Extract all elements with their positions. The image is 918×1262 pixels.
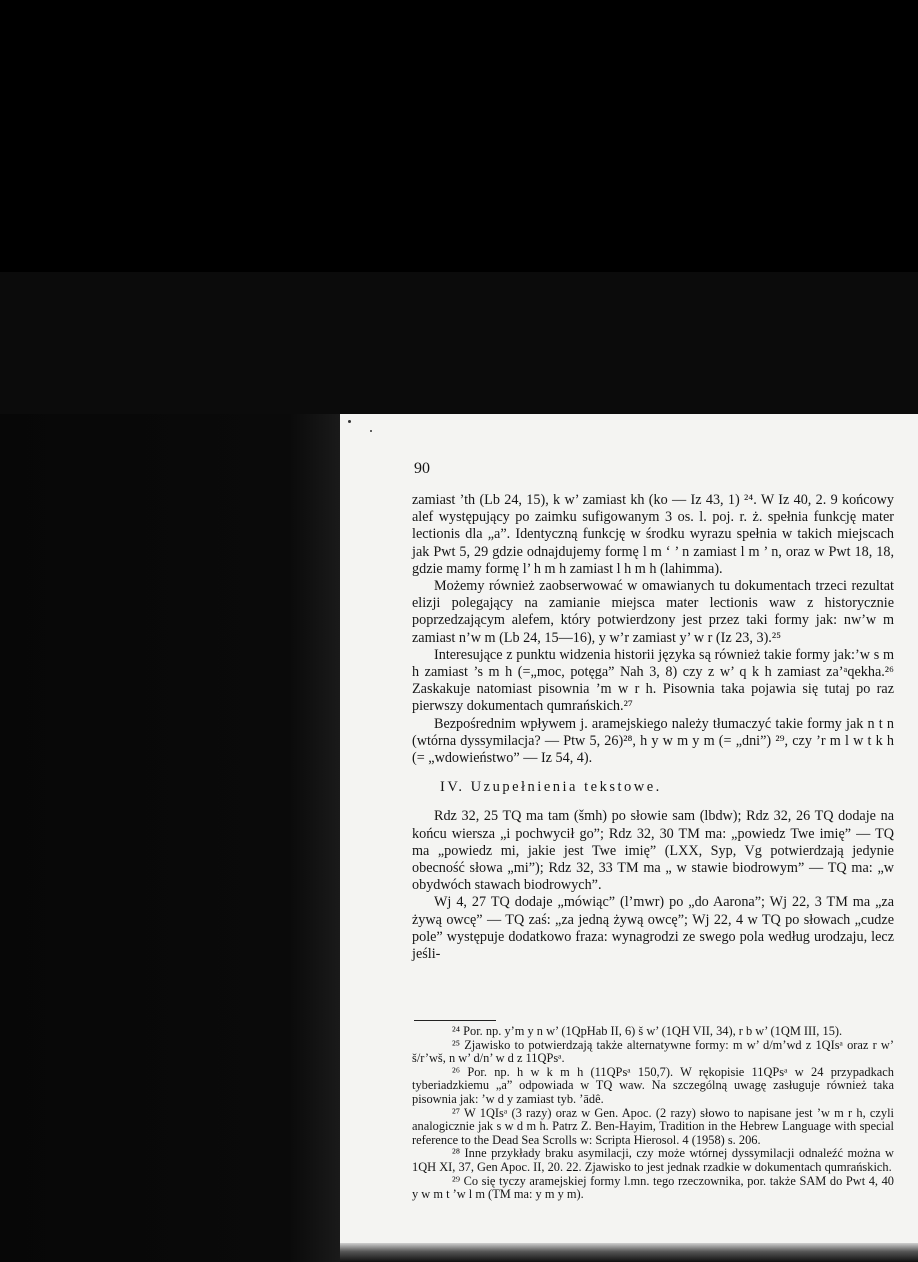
footnote: ²⁹ Co się tyczy aramejskiej formy l.mn. tego rzeczownika, por. także SAM do Pwt 4, 40 y w m t ’w l m (TM ma: y m y m). (412, 1173, 894, 1202)
scan-black-background (0, 0, 918, 272)
footnote: ²⁶ Por. np. h w k m h (11QPsᵃ 150,7). W rękopisie 11QPsᵃ w 24 przypadkach tyberiadzkiemu „a” odpowiada w TQ waw. Na szczególną uwagę zasługuje również taka pisownia jak: ’w d y zamiast tyb. ’ādê. (412, 1064, 894, 1106)
footnote-separator (414, 1020, 496, 1021)
footnotes (412, 1020, 894, 1202)
footnote: ²⁵ Zjawisko to potwierdzają także alternatywne formy: m w’ d/m’wd z 1QIsᵃ oraz r w’ š/r’wš, n w’ d/n’ w d z 11QPsᵃ. (412, 1037, 894, 1066)
footnote: ²⁴ Por. np. y’m y n w’ (1QpHab II, 6) š w’ (1QH VII, 34), r b w’ (1QM III, 15). (452, 1024, 843, 1038)
scan-dark-band (0, 272, 918, 414)
scan-left-shadow (0, 414, 340, 1262)
paragraph: Możemy również zaobserwować w omawianych tu dokumentach trzeci rezultat elizji polegający na zamianie miejsca mater lectionis waw z historycznie poprzedzającym alefem, który potwierdzony jest przez taki formy jak: nw’w m zamiast n’w m (Lb 24, 15—16), y w’r zamiast y’ w r (Iz 23, 3).²⁵ (412, 578, 894, 646)
page-number: 90 (414, 460, 430, 477)
paragraph: zamiast ’th (Lb 24, 15), k w’ zamiast kh (ko — Iz 43, 1) ²⁴. W Iz 40, 2. 9 końcowy alef występujący po zaimku sufigowanym 3 os. l. poj. r. ż. spełnia funkcję mater lectionis dla „a”. Identyczną funkcję w środku wyrazu spełnia w takich miejscach jak Pwt 5, 29 gdzie odnajdujemy formę l m ‘ ’ n zamiast l m ’ n, oraz w Pwt 18, 18, gdzie mamy formę l’ h m h zamiast l h m h (lahimma). (412, 492, 894, 577)
scan-speck (348, 420, 351, 423)
paragraph: Rdz 32, 25 TQ ma tam (šmh) po słowie sam (lbdw); Rdz 32, 26 TQ dodaje na końcu wiersza „i pochwycił go”; Rdz 32, 30 TM ma: „powiedz Twe imię” — TQ ma „powiedz mi, jakie jest Twe imię” (LXX, Syp, Vg potwierdzają jedynie obecność słowa „mi”); Rdz 32, 33 TM ma „ w stawie biodrowym” — TQ ma: „w obydwóch stawach biodrowych”. (412, 808, 894, 894)
paragraph: Wj 4, 27 TQ dodaje „mówiąc” (l’mwr) po „do Aarona”; Wj 22, 3 TM ma „za żywą owcę” — TQ zaś: „za jedną żywą owcę”; Wj 22, 4 w TQ po słowach „cudze pole” występuje dodatkowo fraza: wynagrodzi ze swego pola według urodzaju, lecz jeśli- (412, 894, 894, 963)
book-page (340, 414, 918, 1243)
main-text (412, 492, 894, 963)
scan-bottom-shadow (340, 1243, 918, 1262)
footnote: ²⁷ W 1QIsᵃ (3 razy) oraz w Gen. Apoc. (2 razy) słowo to napisane jest ’w m r h, czyli analogicznie jak s w d m h. Patrz Z. Ben-Hayim, Tradition in the Hebrew Language with special reference to the Dead Sea Scrolls w: Scripta Hierosol. 4 (1958) s. 206. (412, 1105, 894, 1147)
paragraph: Interesujące z punktu widzenia historii języka są również takie formy jak:’w s m h zamiast ’s m h (=„moc, potęga” Nah 3, 8) czy z w’ q k h zamiast za’ᵃqekha.²⁶ Zaskakuje natomiast pisownia ’m w r h. Pisownia taka pojawia się tutaj po raz pierwszy dokumentach qumrańskich.²⁷ (412, 646, 894, 715)
scan-speck (370, 430, 372, 432)
section-heading: IV. Uzupełnienia tekstowe. (440, 779, 662, 796)
paragraph: Bezpośrednim wpływem j. aramejskiego należy tłumaczyć takie formy jak n t n (wtórna dyssymilacja? — Ptw 5, 26)²⁸, h y w m y m (= „dni”) ²⁹, czy ’r m l w t k h (= „wdowieństwo” — Iz 54, 4). (412, 715, 894, 767)
footnote: ²⁸ Inne przykłady braku asymilacji, czy może wtórnej dyssymilacji odnaleźć można w 1QH XI, 37, Gen Apoc. II, 20. 22. Zjawisko to jest jednak rzadkie w dokumentach qumrańskich. (412, 1146, 894, 1174)
